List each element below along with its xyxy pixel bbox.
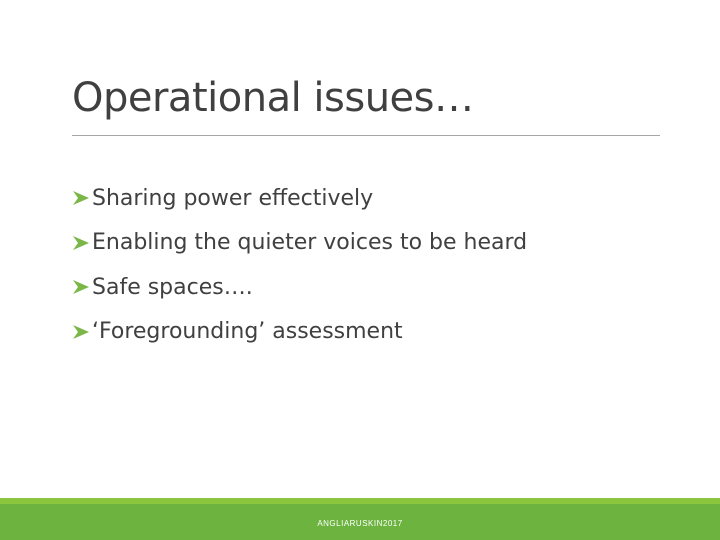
list-item	[72, 310, 527, 355]
title-divider	[72, 135, 660, 136]
arrowhead-bullet-icon	[72, 235, 90, 251]
arrowhead-bullet-icon	[72, 324, 90, 340]
list-item	[72, 176, 527, 221]
bullet-text: ‘Foregrounding’ assessment	[92, 319, 403, 345]
list-item	[72, 221, 527, 266]
bullet-text: Enabling the quieter voices to be heard	[92, 230, 528, 256]
footer-accent-band	[0, 498, 720, 504]
arrowhead-bullet-icon	[72, 190, 90, 206]
bullet-text: Sharing power effectively	[92, 185, 374, 211]
list-item	[72, 265, 527, 310]
footer-text: ANGLIARUSKIN2017	[317, 519, 403, 528]
arrowhead-bullet-icon	[72, 279, 90, 295]
bullet-list	[72, 176, 527, 354]
bullet-text: Safe spaces….	[92, 274, 253, 300]
slide-title: Operational issues…	[72, 75, 474, 121]
